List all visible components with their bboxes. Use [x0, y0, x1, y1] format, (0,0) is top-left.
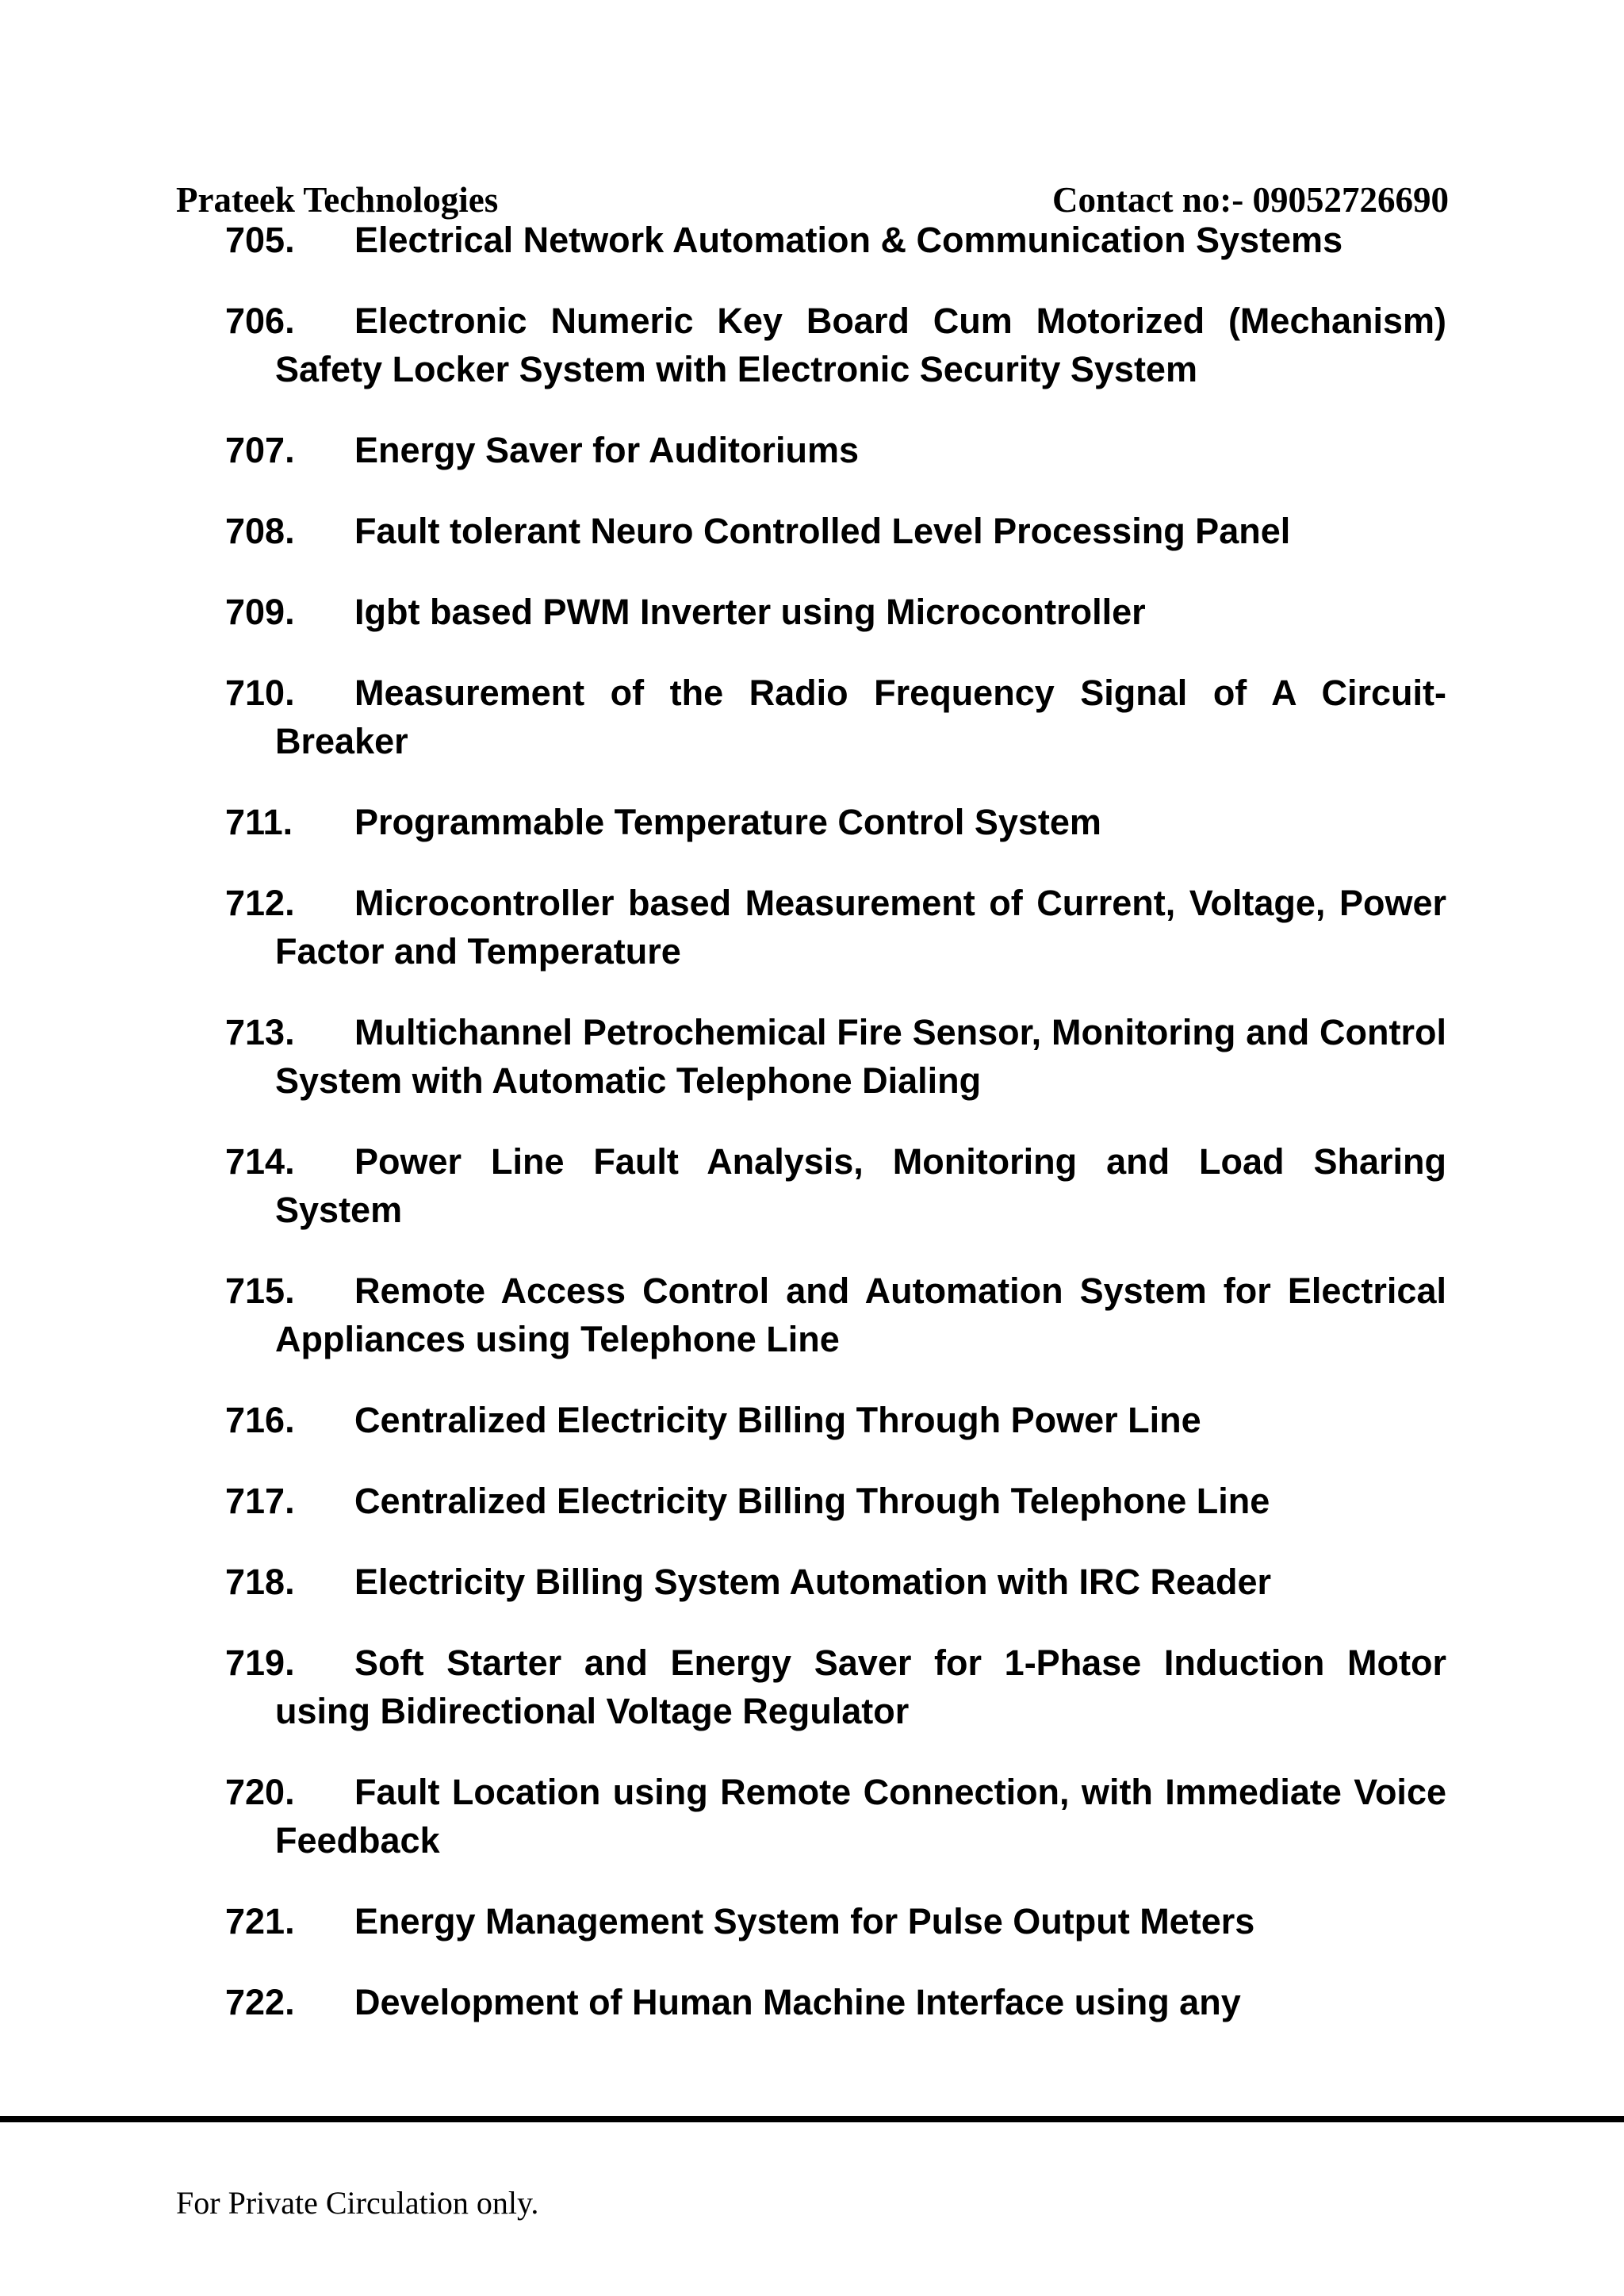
item-number: 716. — [225, 1400, 295, 1440]
list-item — [225, 798, 1446, 846]
list-item — [225, 669, 1446, 765]
item-number: 706. — [225, 301, 295, 341]
item-number: 720. — [225, 1772, 295, 1812]
item-title — [275, 669, 1446, 765]
item-number: 713. — [225, 1012, 295, 1052]
list-item — [225, 1558, 1446, 1606]
item-text: Centralized Electricity Billing Through Telephone Line — [354, 1481, 1270, 1521]
list-item — [225, 507, 1446, 555]
list-item — [225, 1477, 1446, 1525]
item-number: 709. — [225, 592, 295, 632]
item-title — [275, 1897, 1446, 1945]
item-title — [275, 1137, 1446, 1234]
item-text: Centralized Electricity Billing Through Power Line — [354, 1400, 1201, 1440]
item-number: 719. — [225, 1642, 295, 1683]
footer-divider — [0, 2116, 1624, 2122]
item-number: 717. — [225, 1481, 295, 1521]
list-item — [225, 1267, 1446, 1363]
item-title — [275, 879, 1446, 976]
company-name: Prateek Technologies — [176, 180, 499, 220]
item-number: 711. — [225, 802, 293, 842]
list-item — [225, 216, 1446, 264]
list-item — [225, 1897, 1446, 1945]
item-title — [275, 216, 1446, 264]
item-text: Microcontroller based Measurement of Current, Voltage, Power Factor and Temperature — [275, 883, 1446, 972]
item-title — [275, 1639, 1446, 1735]
item-number: 712. — [225, 883, 295, 923]
item-title — [275, 1477, 1446, 1525]
item-title — [275, 1267, 1446, 1363]
item-text: Electricity Billing System Automation with IRC Reader — [354, 1562, 1272, 1602]
project-list — [225, 216, 1446, 2119]
list-item — [225, 426, 1446, 474]
item-number: 708. — [225, 511, 295, 551]
item-text: Remote Access Control and Automation System for Electrical Appliances using Telephone Line — [275, 1271, 1446, 1359]
item-number: 722. — [225, 1982, 295, 2022]
list-item — [225, 588, 1446, 636]
item-text: Energy Management System for Pulse Output Meters — [354, 1901, 1255, 1941]
item-text: Power Line Fault Analysis, Monitoring and Load Sharing System — [275, 1141, 1446, 1230]
item-number: 710. — [225, 673, 295, 713]
list-item — [225, 1137, 1446, 1234]
item-title — [275, 588, 1446, 636]
list-item — [225, 1768, 1446, 1865]
item-text: Igbt based PWM Inverter using Microcontroller — [354, 592, 1146, 632]
list-item — [225, 1639, 1446, 1735]
item-number: 707. — [225, 430, 295, 470]
item-text: Soft Starter and Energy Saver for 1-Phase Induction Motor using Bidirectional Voltage Regulator — [275, 1642, 1446, 1731]
contact-number: Contact no:- 09052726690 — [1052, 180, 1449, 220]
item-number: 705. — [225, 220, 295, 260]
item-text: Fault Location using Remote Connection, with Immediate Voice Feedback — [275, 1772, 1446, 1861]
item-title — [275, 1396, 1446, 1444]
item-text: Multichannel Petrochemical Fire Sensor, Monitoring and Control System with Automatic Telephone Dialing — [275, 1012, 1446, 1101]
item-text: Measurement of the Radio Frequency Signal of A Circuit-Breaker — [275, 673, 1446, 761]
list-item — [225, 879, 1446, 976]
item-text: Fault tolerant Neuro Controlled Level Processing Panel — [354, 511, 1291, 551]
footer-note: For Private Circulation only. — [176, 2185, 539, 2221]
item-title — [275, 1978, 1446, 2026]
item-title — [275, 507, 1446, 555]
item-text: Programmable Temperature Control System — [354, 802, 1101, 842]
item-text: Electrical Network Automation & Communication Systems — [354, 220, 1343, 260]
list-item — [225, 297, 1446, 393]
item-text: Electronic Numeric Key Board Cum Motorized (Mechanism) Safety Locker System with Electronic Security System — [275, 301, 1446, 389]
item-number: 715. — [225, 1271, 295, 1311]
list-item — [225, 1396, 1446, 1444]
list-item — [225, 1978, 1446, 2026]
item-number: 718. — [225, 1562, 295, 1602]
list-item — [225, 1008, 1446, 1105]
item-title — [275, 1768, 1446, 1865]
item-title — [275, 297, 1446, 393]
item-number: 714. — [225, 1141, 295, 1182]
item-title — [275, 798, 1446, 846]
item-title — [275, 426, 1446, 474]
item-number: 721. — [225, 1901, 295, 1941]
item-title — [275, 1558, 1446, 1606]
item-title — [275, 1008, 1446, 1105]
item-text: Energy Saver for Auditoriums — [354, 430, 859, 470]
item-text: Development of Human Machine Interface using any — [354, 1982, 1241, 2022]
